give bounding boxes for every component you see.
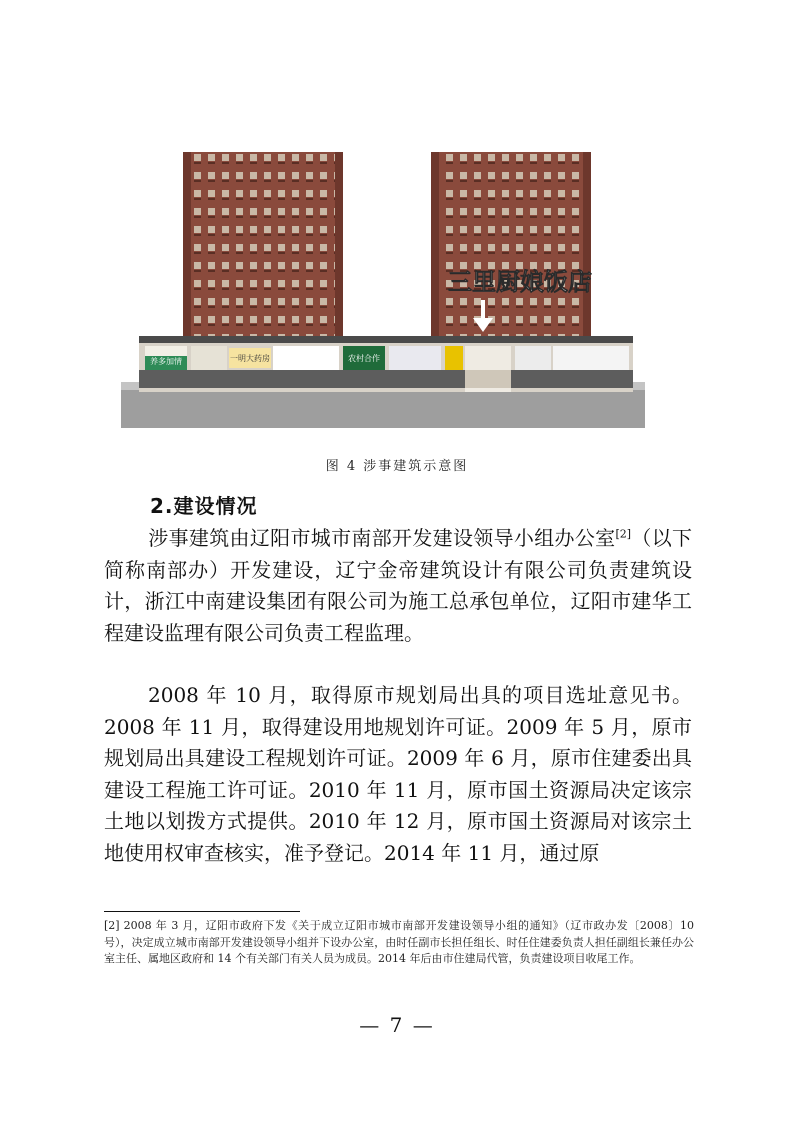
section-heading: 2.建设情况 xyxy=(150,494,258,518)
paragraph-construction-parties: 涉事建筑由辽阳市城市南部开发建设领导小组办公室[2]（以下简称南部办）开发建设，辽宁金帝建筑设计有限公司负责建筑设计，浙江中南建设集团有限公司为施工总承包单位，辽阳市建华工程建设监理有限公司负责工程监理。 xyxy=(104,526,693,645)
right-tower xyxy=(431,152,591,342)
footnote-text: [2] 2008 年 3 月，辽阳市政府下发《关于成立辽阳市城市南部开发建设领导小组的通知》（辽市政办发〔2008〕10 号），决定成立城市南部开发建设领导小组并下设办公室，由时任副市长担任组长、时任住建委负责人担任副组长兼任办公室主任、属地区政府和 14 个有关部门有关人员为成员。2014 年后由市住建局代管，负责建设项目收尾工作。 xyxy=(104,919,694,965)
paragraph-approval-timeline: 2008 年 10 月，取得原市规划局出具的项目选址意见书。2008 年 11 月，取得建设用地规划许可证。2009 年 5 月，原市规划局出具建设工程规划许可证。2009 年 6 月，原市住建委出具建设工程施工许可证。2010 年 11 月，原市国土资源局决定该宗土地以划拨方式提供。2010 年 12 月，原市国土资源局对该宗土地使用权审查核实，准予登记。2014 年 11 月，通过原 xyxy=(104,683,692,865)
left-tower xyxy=(183,152,343,342)
building-photo xyxy=(121,150,645,428)
svg-text:养多加情: 养多加情 xyxy=(150,357,182,366)
footnote-divider xyxy=(104,911,300,912)
pavement xyxy=(121,388,645,428)
svg-text:一明大药房: 一明大药房 xyxy=(230,354,270,363)
svg-text:农村合作: 农村合作 xyxy=(348,354,380,363)
figure-caption: 图 4 涉事建筑示意图 xyxy=(325,459,469,474)
page-number: — 7 — xyxy=(359,1013,435,1037)
restaurant-sign-label: 三里厨娘饭店 xyxy=(448,268,592,296)
footnote-reference[interactable]: [2] xyxy=(615,527,632,541)
